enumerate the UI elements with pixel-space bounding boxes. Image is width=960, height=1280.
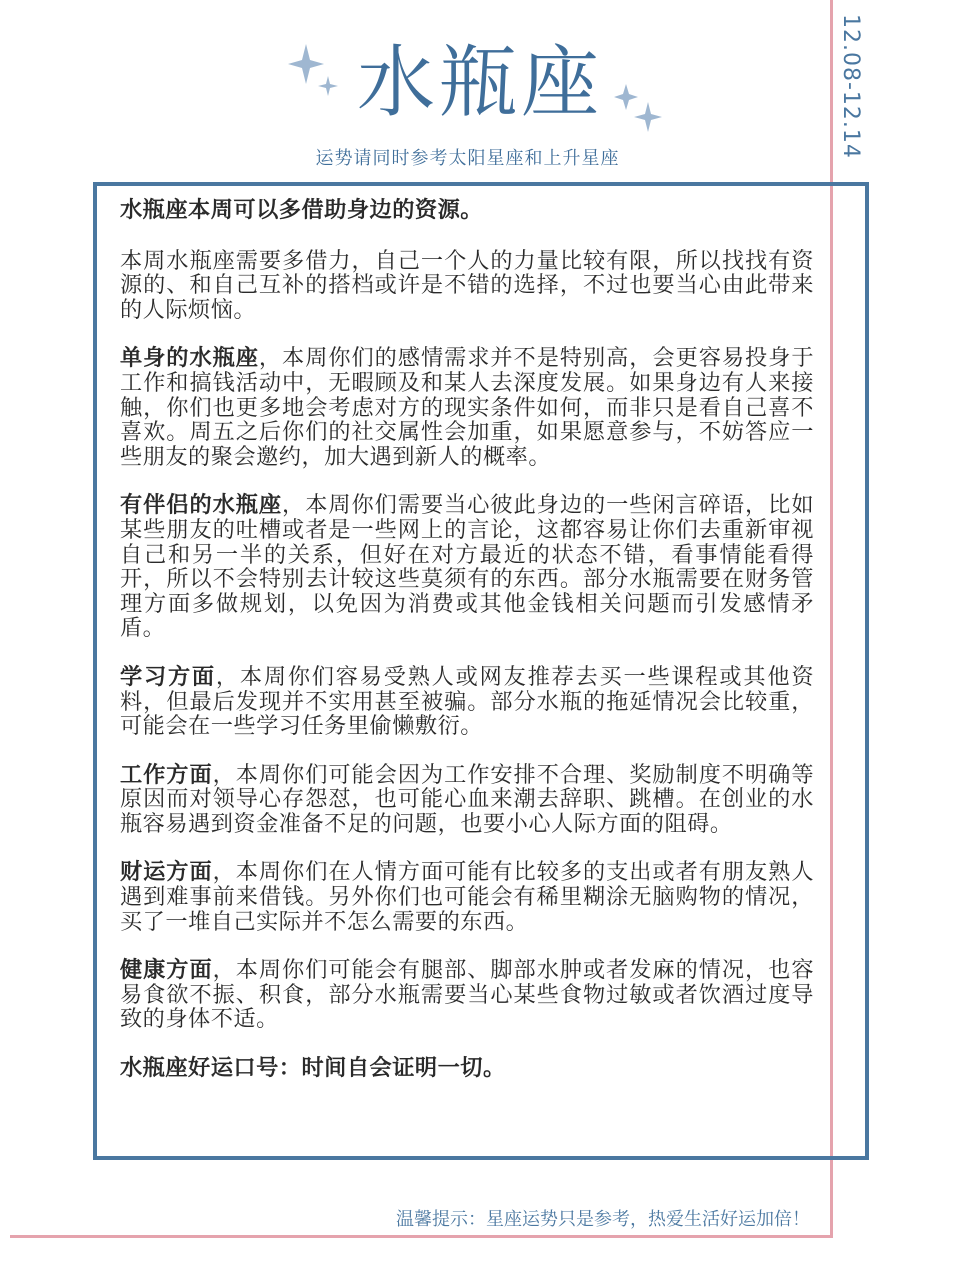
section-health — [120, 958, 814, 1032]
section-label: 工作方面 — [120, 761, 213, 788]
lucky-slogan: 水瓶座好运口号：时间自会证明一切。 — [120, 1055, 506, 1082]
section-text: ，本周你们可能会有腿部、脚部水肿或者发麻的情况，也容易食欲不振、积食，部分水瓶需要当心某些食物过敏或者饮酒过度导致的身体不适。 — [120, 957, 815, 1033]
section-single — [120, 346, 814, 469]
footer-tip: 温馨提示：星座运势只是参考，热爱生活好运加倍！ — [396, 1209, 810, 1230]
section-label: 有伴侣的水瓶座 — [120, 492, 283, 519]
subtitle: 运势请同时参考太阳星座和上升星座 — [315, 148, 620, 169]
section-text: ，本周你们在人情方面可能有比较多的支出或者有朋友熟人遇到难事前来借钱。另外你们也可能会有稀里糊涂无脑购物的情况，买了一堆自己实际并不怎么需要的东西。 — [120, 859, 815, 935]
intro-heading: 水瓶座本周可以多借助身边的资源。 — [120, 197, 483, 223]
pink-horizontal-line — [10, 1235, 833, 1238]
section-text: ，本周你们的感情需求并不是特别高，会更容易投身于工作和搞钱活动中，无暇顾及和某人去深度发展。如果身边有人来接触，你们也更多地会考虑对方的现实条件如何，而非只是看自己喜不喜欢。周五之后你们的社交属性会加重，如果愿意参与，不妨答应一些朋友的聚会邀约，加大遇到新人的概率。 — [120, 345, 815, 470]
section-study — [120, 665, 814, 739]
section-text: ，本周你们可能会因为工作安排不合理、奖励制度不明确等原因而对领导心存怨怼，也可能心血来潮去辞职、跳槽。在创业的水瓶容易遇到资金准备不足的问题，也要小心人际方面的阻碍。 — [120, 761, 815, 837]
section-label: 财运方面 — [120, 859, 213, 886]
section-label: 健康方面 — [120, 957, 213, 984]
horoscope-content — [120, 192, 814, 1105]
section-work — [120, 763, 814, 837]
section-label: 学习方面 — [120, 663, 216, 690]
section-wealth — [120, 860, 814, 934]
section-couple — [120, 493, 814, 641]
section-label: 单身的水瓶座 — [120, 345, 259, 372]
intro-paragraph: 本周水瓶座需要多借力，自己一个人的力量比较有限，所以找找有资源的、和自己互补的搭档或许是不错的选择，不过也要当心由此带来的人际烦恼。 — [120, 247, 814, 323]
sparkle-right-icon — [612, 82, 668, 138]
page-title: 水瓶座 — [356, 38, 603, 128]
date-range: 12.08-12.14 — [838, 14, 863, 159]
section-text: ，本周你们容易受熟人或网友推荐去买一些课程或其他资料，但最后发现并不实用甚至被骗。部分水瓶的拖延情况会比较重，可能会在一些学习任务里偷懒敷衍。 — [120, 663, 815, 740]
section-text: ，本周你们需要当心彼此身边的一些闲言碎语，比如某些朋友的吐槽或者是一些网上的言论，这都容易让你们去重新审视自己和另一半的关系，但好在对方最近的状态不错，看事情能看得开，所以不会特别去计较这些莫须有的东西。部分水瓶需要在财务管理方面多做规划，以免因为消费或其他金钱相关问题而引发感情矛盾。 — [120, 492, 815, 642]
